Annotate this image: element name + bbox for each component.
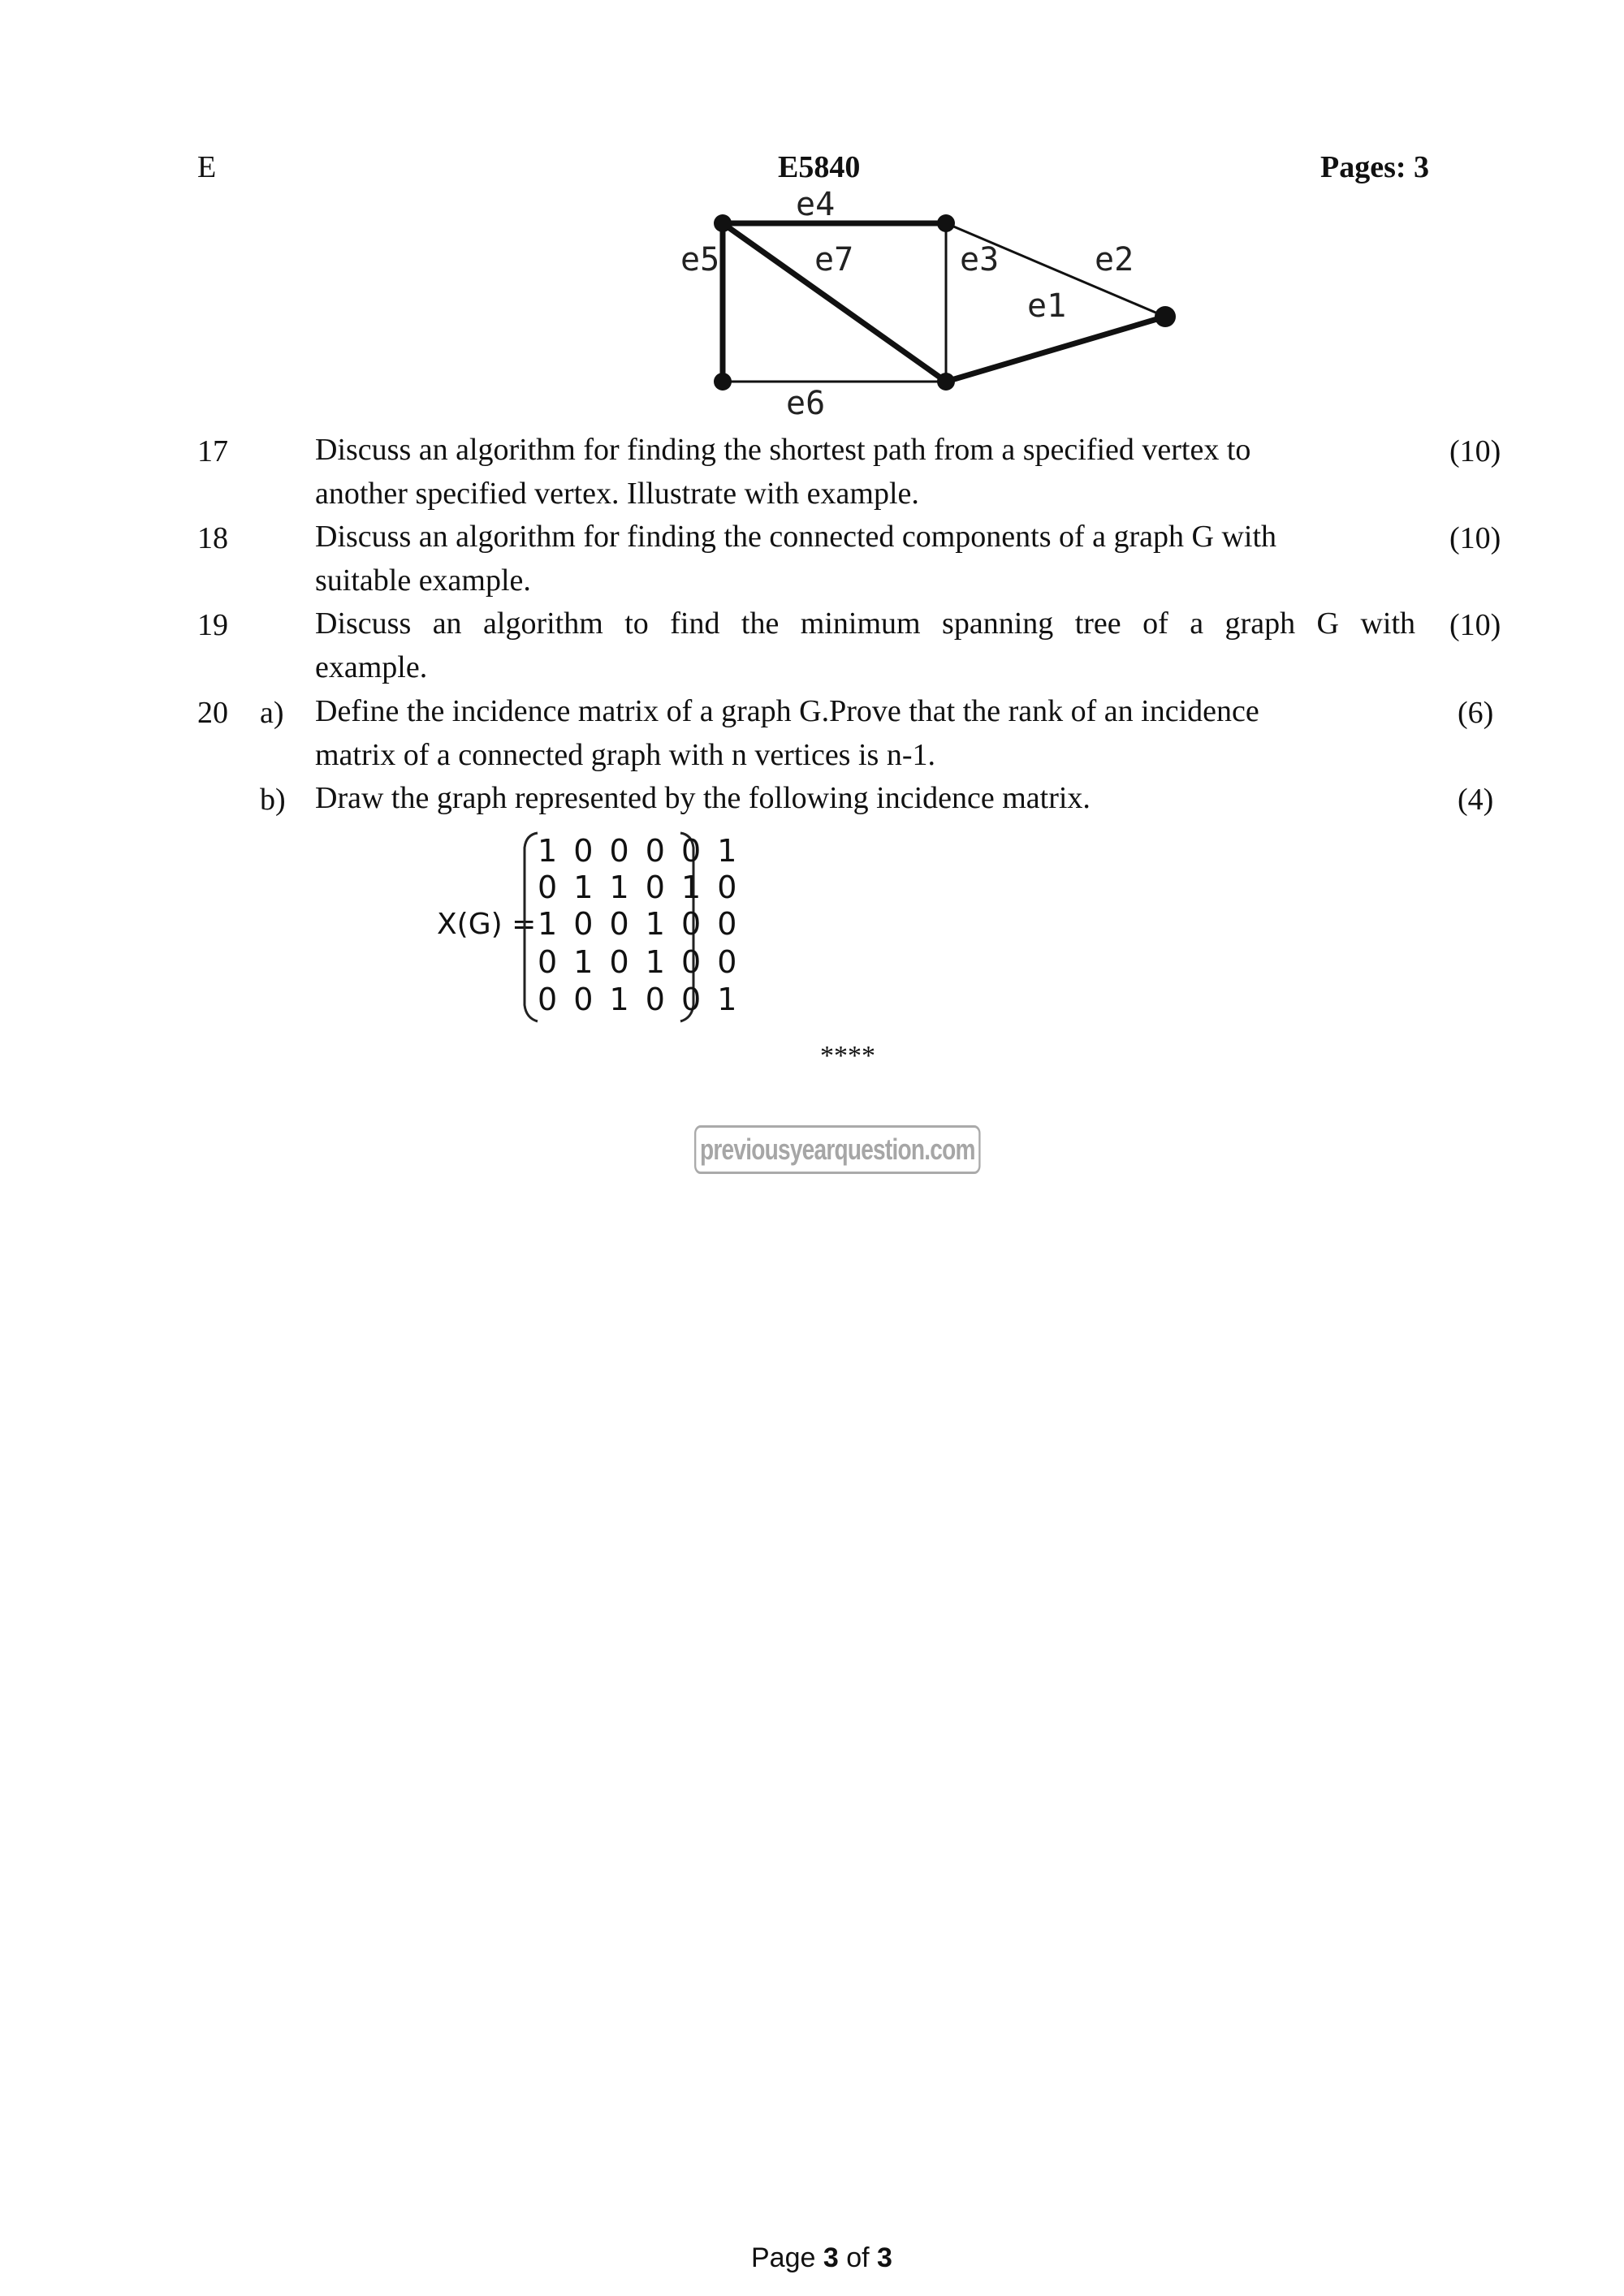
question-line: suitable example. (315, 563, 531, 598)
question-marks: (10) (1449, 521, 1501, 555)
matrix-row: 1 0 0 1 0 0 (538, 906, 741, 942)
vertex (937, 214, 955, 232)
matrix-row: 0 1 0 1 0 0 (538, 944, 741, 980)
question-marks: (10) (1449, 434, 1501, 468)
label-e4: e4 (796, 186, 836, 223)
matrix-row: 0 1 1 0 1 0 (538, 870, 741, 905)
question-line: matrix of a connected graph with n vertices is n-1. (315, 738, 935, 772)
matrix-row: 1 0 0 0 0 1 (538, 833, 741, 869)
question-line: Discuss an algorithm for finding the connected components of a graph G with (315, 520, 1277, 554)
question-marks: (6) (1458, 696, 1494, 730)
question-part: b) (260, 783, 286, 817)
end-marker: **** (820, 1041, 875, 1071)
label-e5: e5 (680, 241, 720, 278)
watermark-logo: previousyearquestion.com (694, 1125, 981, 1174)
matrix-label: X(G) = (437, 908, 537, 941)
matrix-row: 0 0 1 0 0 1 (538, 982, 741, 1017)
question-line: Discuss an algorithm to find the minimum spanning tree of a graph G with (315, 606, 1415, 641)
footer-middle: of (838, 2242, 878, 2273)
page-footer (751, 2242, 892, 2274)
question-number: 20 (197, 696, 228, 730)
edge-e1 (946, 317, 1165, 382)
question-line: Discuss an algorithm for finding the shortest path from a specified vertex to (315, 433, 1251, 467)
page-count: Pages: 3 (1320, 150, 1430, 184)
label-e7: e7 (814, 241, 854, 278)
vertex (714, 373, 732, 391)
question-line: another specified vertex. Illustrate with example. (315, 477, 919, 511)
question-line: example. (315, 650, 428, 684)
question-number: 17 (197, 434, 228, 468)
vertex (714, 214, 732, 232)
label-e1: e1 (1027, 287, 1067, 325)
vertex (1155, 306, 1176, 327)
footer-total-pages: 3 (877, 2242, 892, 2273)
label-e2: e2 (1095, 241, 1134, 278)
label-e3: e3 (960, 241, 1000, 278)
question-line: Draw the graph represented by the following incidence matrix. (315, 781, 1091, 815)
question-marks: (10) (1449, 608, 1501, 642)
footer-current-page: 3 (823, 2242, 839, 2273)
question-marks: (4) (1458, 783, 1494, 817)
label-e6: e6 (786, 385, 826, 418)
footer-prefix: Page (751, 2242, 823, 2273)
exam-set-letter: E (197, 150, 217, 184)
question-number: 18 (197, 521, 228, 555)
vertex (937, 373, 955, 391)
question-line: Define the incidence matrix of a graph G.Prove that the rank of an incidence (315, 694, 1259, 728)
exam-code: E5840 (778, 150, 861, 184)
question-part: a) (260, 696, 284, 730)
question-number: 19 (197, 608, 228, 642)
graph-figure (633, 183, 1202, 418)
